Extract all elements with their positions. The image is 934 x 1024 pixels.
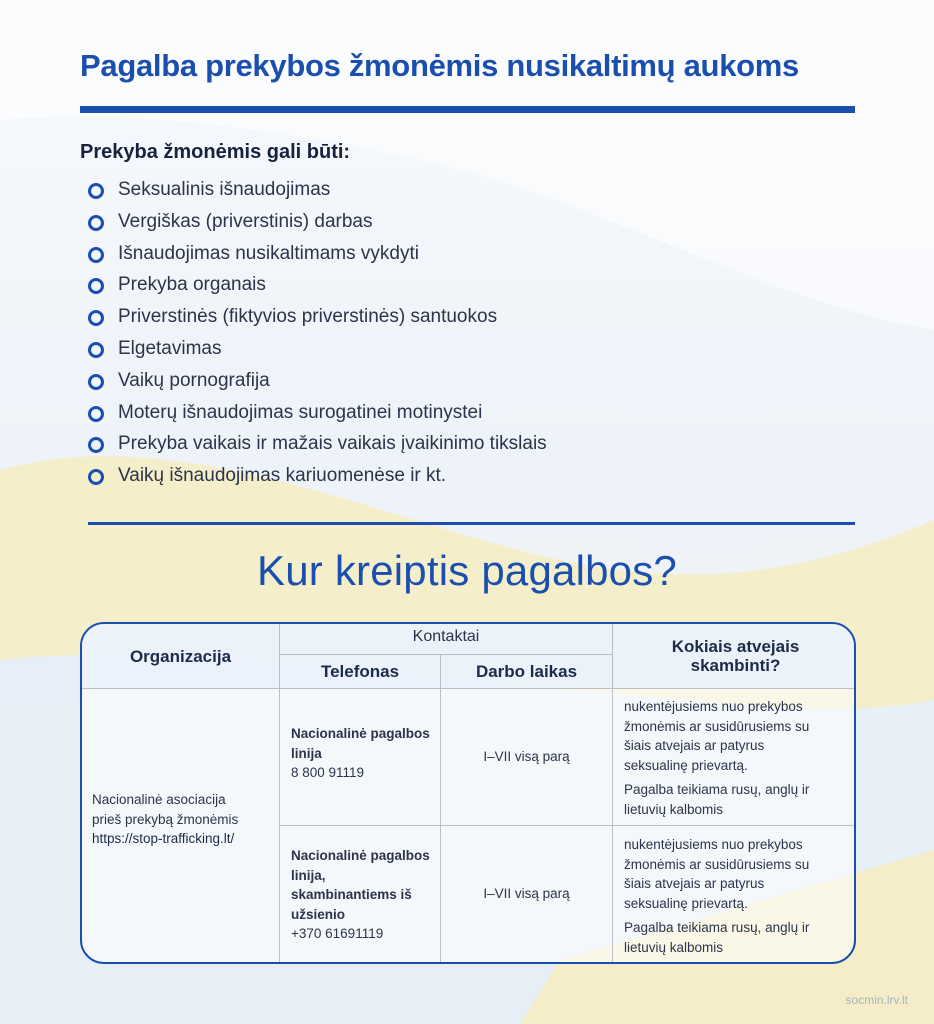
- organization-link[interactable]: https://stop-trafficking.lt/: [92, 831, 235, 846]
- organization-name-line1: Nacionalinė asociacija: [92, 792, 226, 807]
- list-item: Moterų išnaudojimas surogatinei motinystei: [88, 399, 547, 431]
- list-item: Priverstinės (fiktyvios priverstinės) santuokos: [88, 303, 547, 335]
- bullet-circle-icon: [88, 278, 104, 294]
- list-item: Elgetavimas: [88, 335, 547, 367]
- table-row-phone: [280, 689, 441, 826]
- section-divider: [88, 522, 855, 525]
- footer-site-url[interactable]: socmin.lrv.lt: [845, 993, 908, 1007]
- list-item: Prekyba organais: [88, 271, 547, 303]
- phone-number[interactable]: 8 800 91119: [291, 765, 365, 780]
- bullet-circle-icon: [88, 437, 104, 453]
- table-row-when: nukentėjusiems nuo prekybos žmonėmis ar susidūrusiems su šiais atvejais ar patyrus seksualinę prievartą. Pagalba teikiama rusų, anglų ir lietuvių kalbomis: [613, 689, 856, 826]
- phone-line-name: Nacionalinė pagalbos linija: [291, 726, 430, 761]
- page-title: Pagalba prekybos žmonėmis nusikaltimų aukoms: [80, 48, 799, 83]
- table-row-hours: I–VII visą parą: [441, 689, 613, 826]
- list-item: Prekyba vaikais ir mažais vaikais įvaikinimo tikslais: [88, 430, 547, 462]
- header-phone: Telefonas: [280, 655, 441, 689]
- table-row-when: nukentėjusiems nuo prekybos žmonėmis ar susidūrusiems su šiais atvejais ar patyrus seksualinę prievartą. Pagalba teikiama rusų, anglų ir lietuvių kalbomis: [624, 837, 810, 955]
- help-heading: Kur kreiptis pagalbos?: [257, 547, 677, 594]
- phone-line-name: Nacionalinė pagalbos linija, skambinantiems iš užsienio: [291, 848, 430, 922]
- bullet-circle-icon: [88, 469, 104, 485]
- header-hours: Darbo laikas: [441, 655, 613, 689]
- bullet-circle-icon: [88, 183, 104, 199]
- contacts-table: [80, 622, 856, 964]
- bullet-circle-icon: [88, 342, 104, 358]
- table-row-hours: I–VII visą parą: [441, 826, 613, 964]
- header-organization: Organizacija: [82, 624, 280, 689]
- phone-number[interactable]: +370 61691119: [291, 926, 384, 941]
- list-item: Vaikų išnaudojimas kariuomenėse ir kt.: [88, 462, 547, 494]
- table-row-phone: [280, 826, 441, 964]
- list-item: Vaikų pornografija: [88, 367, 547, 399]
- bullet-circle-icon: [88, 215, 104, 231]
- header-when-to-call: Kokiais atvejais skambinti?: [613, 624, 856, 689]
- list-item: Vergiškas (priverstinis) darbas: [88, 208, 547, 240]
- trafficking-types-list: [88, 176, 547, 494]
- list-item: Seksualinis išnaudojimas: [88, 176, 547, 208]
- bullet-circle-icon: [88, 247, 104, 263]
- bullet-circle-icon: [88, 374, 104, 390]
- list-item: Išnaudojimas nusikaltimams vykdyti: [88, 240, 547, 272]
- header-contacts: Kontaktai: [280, 624, 613, 655]
- organization-cell: [82, 689, 280, 964]
- bullet-circle-icon: [88, 310, 104, 326]
- title-underline: [80, 106, 855, 113]
- list-heading: Prekyba žmonėmis gali būti:: [80, 141, 351, 163]
- organization-name-line2: prieš prekybą žmonėmis: [92, 811, 239, 827]
- bullet-circle-icon: [88, 406, 104, 422]
